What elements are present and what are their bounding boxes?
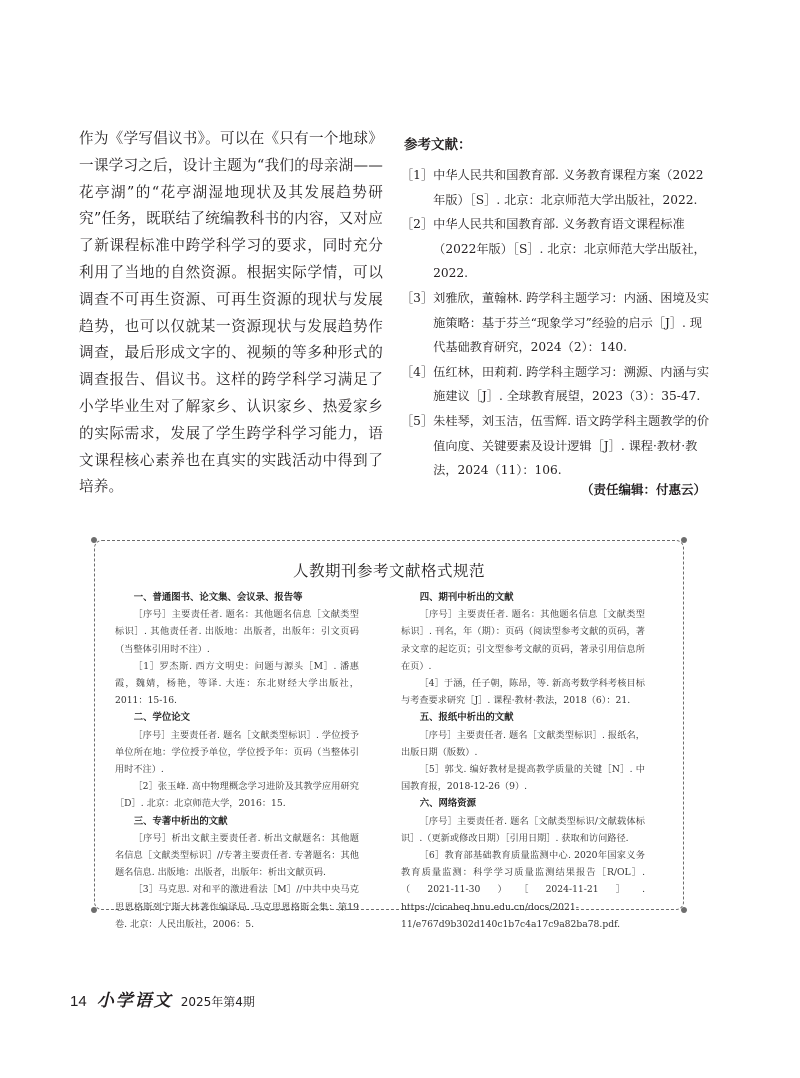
reference-item	[401, 409, 709, 483]
reference-number: ［5］	[401, 413, 434, 428]
reference-text: 中华人民共和国教育部. 义务教育语文课程标准（2022年版）［S］. 北京：北京师范大学出版社，2022.	[433, 217, 706, 281]
corner-dot-icon	[681, 537, 687, 543]
references-list	[401, 163, 709, 483]
format-paragraph: ［6］教育部基础教育质量监测中心. 2020年国家义务教育质量监测：科学学习质量监测结果报告［R/OL］.（2021-11-30）［2024-11-21］. https://cicabeq.bnu.edu.cn/docs/2021-11/e767d9b302d140c1b7c4a17c9a82ba78.pdf.	[401, 850, 645, 930]
reference-text: 伍红林，田莉莉. 跨学科主题学习：溯源、内涵与实施建议［J］. 全球教育展望，2023（3）：35-47.	[433, 364, 710, 404]
format-paragraph: ［1］罗杰斯. 西方文明史：问题与源头［M］. 潘惠霞，魏婧，杨艳，等译. 大连：东北财经大学出版社，2011：15-16.	[115, 660, 359, 707]
format-paragraph: ［序号］析出文献主要责任者. 析出文献题名：其他题名信息［文献类型标识］//专著主要责任者. 专著题名：其他题名信息. 出版地：出版者，出版年：析出文献页码.	[115, 832, 359, 879]
format-paragraph: ［序号］主要责任者. 题名：其他题名信息［文献类型标识］. 其他责任者. 出版地：出版者，出版年：引文页码（当整体引用时不注）.	[115, 609, 359, 655]
journal-name: 小学语文	[96, 991, 173, 1011]
format-paragraph: ［5］郭戈. 编好教材是提高教学质量的关键［N］. 中国教育报，2018-12-26（9）.	[401, 764, 645, 793]
references-section	[401, 133, 709, 483]
reference-number: ［2］	[401, 217, 434, 232]
references-title: 参考文献：	[404, 137, 472, 153]
format-section-heading: 四、期刊中析出的文献	[419, 592, 514, 603]
reference-text: 朱桂琴，刘玉洁，伍雪辉. 语文跨学科主题教学的价值向度、关键要素及设计逻辑［J］. 课程·教材·教法，2024（11）：106.	[433, 413, 710, 478]
responsible-editor: （责任编辑：付惠云）	[580, 482, 706, 497]
format-section-heading: 一、普通图书、论文集、会议录、报告等	[133, 592, 303, 603]
format-paragraph: ［序号］主要责任者. 题名：其他题名信息［文献类型标识］. 刊名，年（期）：页码（阅读型参考文献的页码，著录文章的起讫页；引文型参考文献的页码，著录引用信息所在页）.	[401, 609, 645, 672]
page-number: 14	[70, 993, 87, 1010]
reference-text: 中华人民共和国教育部. 义务教育课程方案（2022年版）［S］. 北京：北京师范大学出版社，2022.	[433, 168, 704, 207]
body-paragraph: 作为《学写倡议书》。可以在《只有一个地球》一课学习之后，设计主题为“我们的母亲湖——花亭湖”的“花亭湖湿地现状及其发展趋势研究”任务，既联结了统编教科书的内容，又对应了新课程标准中跨学科学习的要求，同时充分利用了当地的自然资源。根据实际学情，可以调查不可再生资源、可再生资源的现状与发展趋势，也可以仅就某一资源现状与发展趋势作调查，最后形成文字的、视频的等多种形式的调查报告、倡议书。这样的跨学科学习满足了小学毕业生对了解家乡、认识家乡、热爱家乡的实际需求，发展了学生跨学科学习能力，语文课程核心素养也在真实的实践活动中得到了培养。	[79, 130, 383, 496]
format-paragraph: ［2］张玉峰. 高中物理概念学习进阶及其教学应用研究［D］. 北京：北京师范大学，2016：15.	[115, 781, 359, 810]
reference-number: ［3］	[401, 290, 434, 305]
box-right-column	[401, 589, 645, 933]
reference-text: 刘雅欣，董翰林. 跨学科主题学习：内涵、困境及实施策略：基于芬兰“现象学习”经验的启示［J］. 现代基础教育研究，2024（2）：140.	[433, 290, 710, 355]
reference-item	[401, 286, 709, 360]
body-text-column	[79, 126, 383, 501]
corner-dot-icon	[91, 907, 97, 913]
format-paragraph: ［序号］主要责任者. 题名［文献类型标识］. 报纸名，出版日期（版数）.	[401, 729, 645, 758]
reference-item	[401, 360, 709, 409]
reference-item	[401, 212, 709, 286]
reference-number: ［1］	[401, 168, 434, 182]
box-title: 人教期刊参考文献格式规范	[292, 562, 485, 580]
citation-format-box	[94, 540, 684, 930]
corner-dot-icon	[681, 907, 687, 913]
corner-dot-icon	[91, 537, 97, 543]
format-paragraph: ［4］于涵，任子朝，陈昂，等. 新高考数学科考核目标与考查要求研究［J］. 课程·教材·教法，2018（6）：21.	[401, 678, 645, 707]
issue-label: 2025年第4期	[180, 995, 255, 1009]
format-paragraph: ［3］马克思. 对和平的激进看法［M］//中共中央马克思恩格斯列宁斯大林著作编译局. 马克思恩格斯全集：第19卷. 北京：人民出版社，2006：5.	[115, 884, 359, 930]
format-section-heading: 三、专著中析出的文献	[133, 815, 228, 827]
reference-number: ［4］	[401, 364, 434, 379]
format-section-heading: 六、网络资源	[419, 798, 477, 810]
format-paragraph: ［序号］主要责任者. 题名［文献类型标识］. 学位授予单位所在地：学位授予单位，学位授予年：页码（当整体引用时不注）.	[115, 729, 359, 776]
page-footer	[70, 986, 255, 1011]
box-left-column	[115, 589, 359, 933]
format-section-heading: 五、报纸中析出的文献	[419, 712, 514, 724]
format-section-heading: 二、学位论文	[133, 712, 191, 724]
format-paragraph: ［序号］主要责任者. 题名［文献类型标识/文献载体标识］.（更新或修改日期）［引用日期］. 获取和访问路径.	[401, 815, 645, 844]
reference-item	[401, 163, 709, 212]
